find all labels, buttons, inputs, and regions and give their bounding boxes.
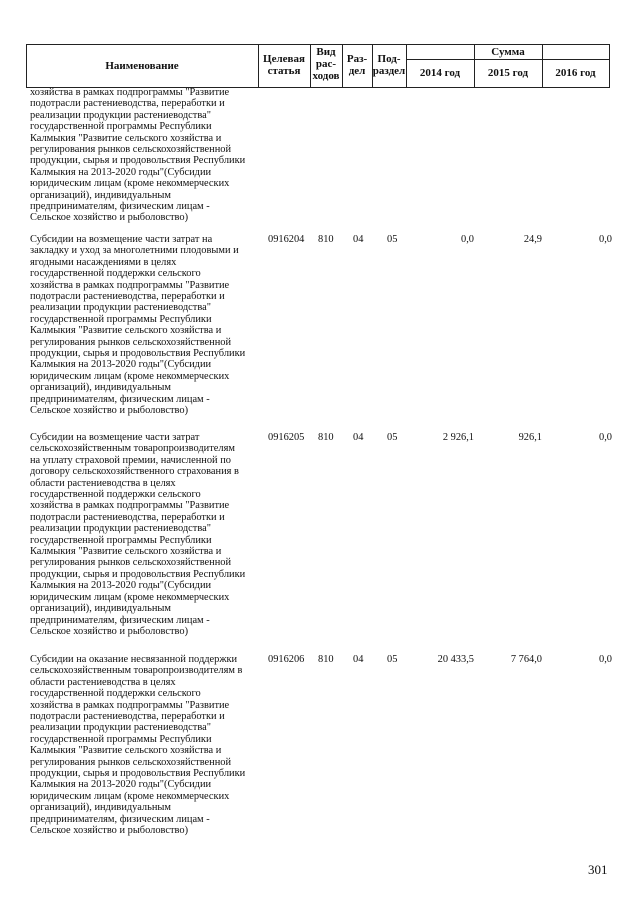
row-section: 04 — [353, 654, 364, 665]
row-sum-2014: 2 926,1 — [442, 432, 474, 443]
header-section: Раз- дел — [346, 53, 368, 77]
row-section: 04 — [353, 234, 364, 245]
header-2014: 2014 год — [419, 67, 461, 79]
row-sum-2015: 24,9 — [523, 234, 542, 245]
row-sum-2014: 0,0 — [461, 234, 474, 245]
row-sum-2016: 0,0 — [599, 654, 612, 665]
table-row-name: Субсидии на возмещение части затрат на закладку и уход за многолетними плодовыми и ягодными насаждениями в целях государственной поддержки сельского хозяйства в рамках подпрограммы "Развитие подотрасли растениеводства, переработки и реализации продукции растениеводства" государственной программы Республики Калмыкия "Развитие сельского хозяйства и регулирования рынков сельскохозяйственной продукции, сырья и продовольствия Республики Калмыкия на 2013-2020 годы"(Субсидии юридическим лицам (кроме некоммерческих организаций), индивидуальным предпринимателям, физическим лицам - Сельское хозяйство и рыболовство) — [30, 234, 246, 417]
page-number: 301 — [588, 862, 608, 877]
table-row-name: Субсидии на оказание несвязанной поддержки сельскохозяйственным товаропроизводителям в области растениеводства в целях государственной поддержки сельского хозяйства в рамках подпрограммы "Развитие подотрасли растениеводства, переработки и реализации продукции растениеводства" государственной программы Республики Калмыкия "Развитие сельского хозяйства и регулирования рынков сельскохозяйственной продукции, сырья и продовольствия Республики Калмыкия на 2013-2020 годы"(Субсидии юридическим лицам (кроме некоммерческих организаций), индивидуальным предпринимателям, физическим лицам - Сельское хозяйство и рыболовство) — [30, 654, 246, 837]
row-target-article: 0916205 — [268, 432, 305, 443]
row-sum-2015: 926,1 — [518, 432, 542, 443]
table-header — [26, 44, 610, 88]
row-target-article: 0916204 — [268, 234, 305, 245]
row-sum-2014: 20 433,5 — [437, 654, 474, 665]
table-row-name: хозяйства в рамках подпрограммы "Развитие подотрасли растениеводства, переработки и реализации продукции растениеводства" государственной программы Республики Калмыкия "Развитие сельского хозяйства и регулирования рынков сельскохозяйственной продукции, сырья и продовольствия Республики Калмыкия на 2013-2020 годы"(Субсидии юридическим лицам (кроме некоммерческих организаций), индивидуальным предпринимателям, физическим лицам - Сельское хозяйство и рыболовство) — [30, 87, 246, 224]
row-subsection: 05 — [387, 234, 398, 245]
header-name: Наименование — [105, 60, 179, 72]
row-expense-type: 810 — [318, 432, 334, 443]
row-expense-type: 810 — [318, 234, 334, 245]
row-section: 04 — [353, 432, 364, 443]
header-2016: 2016 год — [555, 67, 596, 79]
row-subsection: 05 — [387, 432, 398, 443]
header-2015: 2015 год — [487, 67, 529, 79]
row-sum-2016: 0,0 — [599, 432, 612, 443]
row-subsection: 05 — [387, 654, 398, 665]
table-row-name: Субсидии на возмещение части затрат сельскохозяйственным товаропроизводителям на уплату страховой премии, начисленной по договору сельскохозяйственного страхования в области растениеводства в целях государственной поддержки сельского хозяйства в рамках подпрограммы "Развитие подотрасли растениеводства, переработки и реализации продукции растениеводства" государственной программы Республики Калмыкия "Развитие сельского хозяйства и регулирования рынков сельскохозяйственной продукции, сырья и продовольствия Республики Калмыкия на 2013-2020 годы"(Субсидии юридическим лицам (кроме некоммерческих организаций), индивидуальным предпринимателям, физическим лицам - Сельское хозяйство и рыболовство) — [30, 432, 246, 637]
row-target-article: 0916206 — [268, 654, 305, 665]
row-expense-type: 810 — [318, 654, 334, 665]
header-sum: Сумма — [491, 46, 525, 58]
header-target-article: Целевая статья — [263, 53, 305, 77]
header-expense-type: Вид рас- ходов — [312, 46, 340, 82]
row-sum-2015: 7 764,0 — [510, 654, 542, 665]
header-subsection: Под- раздел — [372, 53, 406, 77]
row-sum-2016: 0,0 — [599, 234, 612, 245]
